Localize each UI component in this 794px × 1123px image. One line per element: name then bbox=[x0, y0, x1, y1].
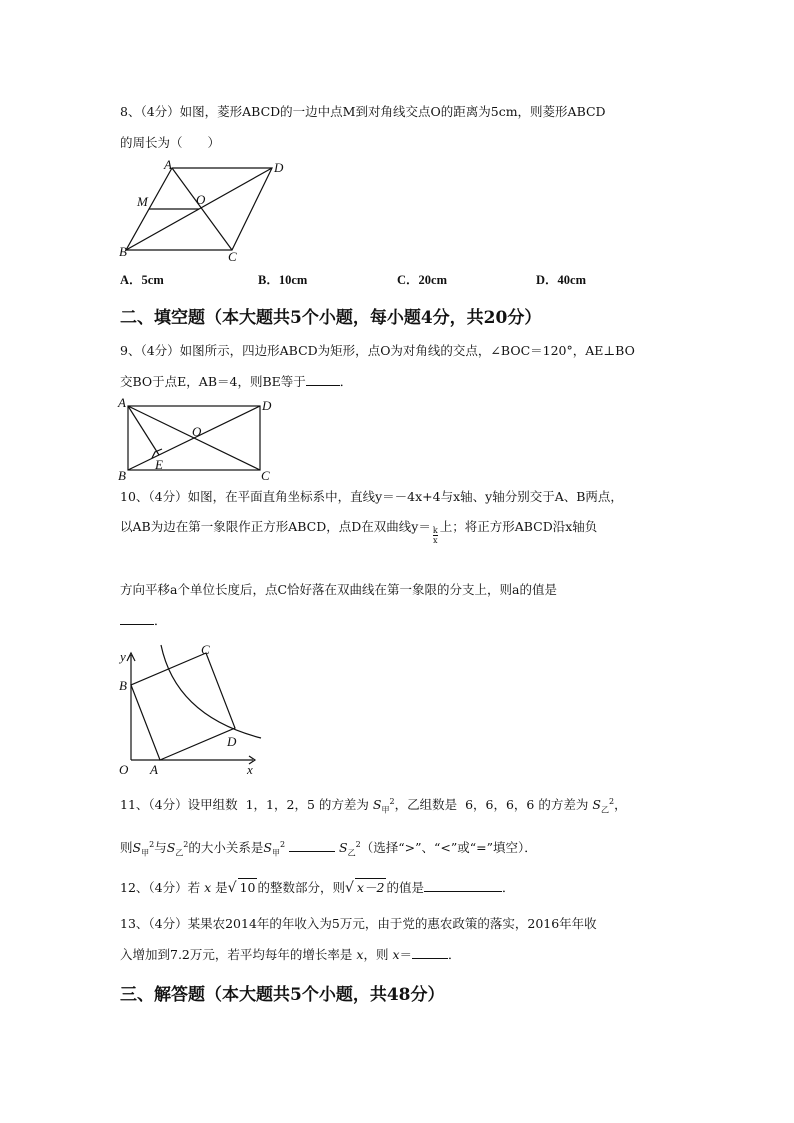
q13-answer-blank bbox=[412, 946, 448, 959]
q11-hint: （选择“>”、“<”或“=”填空）． bbox=[360, 840, 537, 856]
rhombus-figure bbox=[110, 158, 300, 268]
q10-text-line4 bbox=[120, 612, 167, 630]
section-2-heading: 二、填空题（本大题共5个小题，每小题4分，共20分） bbox=[120, 308, 542, 328]
q13-end: ． bbox=[448, 947, 461, 962]
q8-text-line1: 8、（4分）如图，菱形ABCD的一边中点M到对角线交点O的距离为5cm，则菱形ABCD bbox=[120, 104, 606, 119]
q12-mid1: 是 bbox=[215, 880, 228, 895]
label-b: B bbox=[118, 468, 126, 483]
variable-x: x bbox=[204, 880, 212, 895]
label-o: O bbox=[119, 762, 129, 777]
fraction-numerator: k bbox=[432, 526, 438, 535]
variance-symbol: S bbox=[339, 840, 348, 856]
q12-text bbox=[120, 878, 514, 897]
q10-text-line2 bbox=[120, 518, 597, 545]
q11-variance-text: 的方差为 bbox=[318, 797, 369, 813]
q13-text-line2 bbox=[120, 946, 461, 964]
variance-symbol: S bbox=[166, 840, 176, 856]
q13-line2-text: 入增加到7.2万元，若平均每年的增长率是 bbox=[120, 947, 353, 962]
coordinate-figure bbox=[115, 640, 275, 780]
label-b: B bbox=[119, 678, 127, 693]
q9-line2-text: 交BO于点E，AB＝4，则BE等于 bbox=[120, 374, 306, 389]
subscript-jia: 甲 bbox=[141, 848, 150, 858]
superscript-2: 2 bbox=[608, 797, 615, 806]
square-abcd bbox=[131, 653, 235, 760]
q12-answer-blank bbox=[424, 879, 502, 892]
q9-answer-blank bbox=[306, 373, 340, 386]
label-b: B bbox=[119, 244, 127, 259]
variance-symbol: S bbox=[132, 840, 142, 856]
q11-prefix: 11、（4分）设甲组数 bbox=[120, 797, 238, 813]
q11-variance-text-2: 的方差为 bbox=[538, 797, 589, 813]
q9-text-line1: 9、（4分）如图所示，四边形ABCD为矩形，点O为对角线的交点，∠BOC＝120°，AE⊥BO bbox=[120, 343, 635, 358]
label-a: A bbox=[150, 762, 158, 777]
q8-option-d: D．40cm bbox=[536, 273, 586, 287]
q11-group2-text: ，乙组数是 bbox=[394, 797, 458, 813]
sqrt-10: 10 bbox=[239, 880, 256, 895]
q9-text-line2 bbox=[120, 373, 352, 391]
q11-relation-text: 的大小关系是 bbox=[188, 840, 264, 856]
section-3-heading: 三、解答题（本大题共5个小题，共48分） bbox=[120, 985, 445, 1005]
q8-option-b: B．10cm bbox=[258, 273, 308, 287]
q10-line2-end: 上；将正方形ABCD沿x轴负 bbox=[439, 519, 598, 534]
q10-text-line1: 10、（4分）如图，在平面直角坐标系中，直线y＝－4x+4与x轴、y轴分别交于A、B两点， bbox=[120, 489, 623, 504]
label-m: M bbox=[137, 194, 148, 209]
equals-sign: ＝ bbox=[399, 947, 413, 962]
hyperbola-curve bbox=[161, 645, 261, 738]
radical-icon: √ bbox=[345, 880, 354, 896]
superscript-2: 2 bbox=[149, 840, 155, 849]
q12-prefix: 12、（4分）若 bbox=[120, 880, 201, 895]
label-c: C bbox=[201, 642, 210, 657]
q11-text-line2 bbox=[120, 836, 537, 863]
q10-line2-text: 以AB为边在第一象限作正方形ABCD，点D在双曲线y＝ bbox=[120, 519, 431, 534]
q11-line2-pre: 则 bbox=[120, 840, 133, 856]
rectangle-figure bbox=[115, 395, 275, 483]
q10-line4-end: ． bbox=[154, 613, 167, 628]
label-d: D bbox=[274, 160, 284, 175]
sqrt-x-minus-2: x－2 bbox=[356, 880, 385, 895]
subscript-yi: 乙 bbox=[175, 848, 184, 858]
label-d: D bbox=[262, 398, 272, 413]
variance-symbol: S bbox=[372, 797, 382, 813]
label-c: C bbox=[261, 468, 270, 483]
q12-mid2: 的整数部分，则 bbox=[257, 880, 345, 895]
q11-data-set-2: 6，6，6，6 bbox=[465, 797, 535, 813]
q10-text-line3: 方向平移a个单位长度后，点C恰好落在双曲线在第一象限的分支上，则a的值是 bbox=[120, 582, 557, 597]
q13-text-line1: 13、（4分）某果农2014年的年收入为5万元，由于党的惠农政策的落实，2016年年收 bbox=[120, 916, 597, 931]
subscript-yi: 乙 bbox=[600, 805, 609, 815]
superscript-2: 2 bbox=[183, 840, 189, 849]
variance-symbol: S bbox=[263, 840, 272, 856]
q11-data-set-1: 1，1，2，5 bbox=[245, 797, 315, 813]
label-o: O bbox=[192, 424, 202, 439]
superscript-2: 2 bbox=[355, 840, 361, 849]
q8-text-line2: 的周长为（ ） bbox=[120, 135, 221, 150]
variance-symbol: S bbox=[592, 797, 601, 813]
label-x: x bbox=[247, 762, 253, 777]
radical-icon: √ bbox=[227, 880, 237, 896]
superscript-2: 2 bbox=[279, 840, 286, 849]
variable-x: x bbox=[392, 947, 400, 962]
q12-end: ． bbox=[501, 880, 515, 895]
q13-line2-mid: ，则 bbox=[363, 947, 389, 962]
q11-text-line1: 11、（4分）设甲组数 1，1，2，5 的方差为 $S_甲^2$，乙组数是 6，6，6，6 的方差为 $S_乙^2$， bbox=[120, 797, 627, 815]
label-y: y bbox=[120, 649, 126, 664]
label-e: E bbox=[155, 457, 163, 472]
q10-answer-blank bbox=[120, 612, 154, 625]
q9-line2-end: ． bbox=[339, 374, 353, 389]
label-a: A bbox=[118, 395, 126, 410]
q8-option-c: C．20cm bbox=[397, 273, 447, 287]
label-c: C bbox=[228, 249, 237, 264]
superscript-2: 2 bbox=[389, 797, 395, 806]
q11-answer-blank bbox=[289, 839, 335, 852]
label-o: O bbox=[196, 192, 206, 207]
subscript-jia: 甲 bbox=[271, 848, 280, 858]
fraction-denominator: x bbox=[433, 536, 438, 545]
label-d: D bbox=[227, 734, 237, 749]
variable-x: x bbox=[356, 947, 364, 962]
subscript-jia: 甲 bbox=[381, 805, 390, 815]
subscript-yi: 乙 bbox=[347, 848, 356, 858]
k-over-x-fraction bbox=[433, 526, 438, 545]
label-a: A bbox=[164, 157, 172, 172]
q12-mid3: 的值是 bbox=[386, 880, 424, 895]
q8-option-a: A．5cm bbox=[120, 273, 164, 287]
q11-and: 与 bbox=[154, 840, 167, 856]
